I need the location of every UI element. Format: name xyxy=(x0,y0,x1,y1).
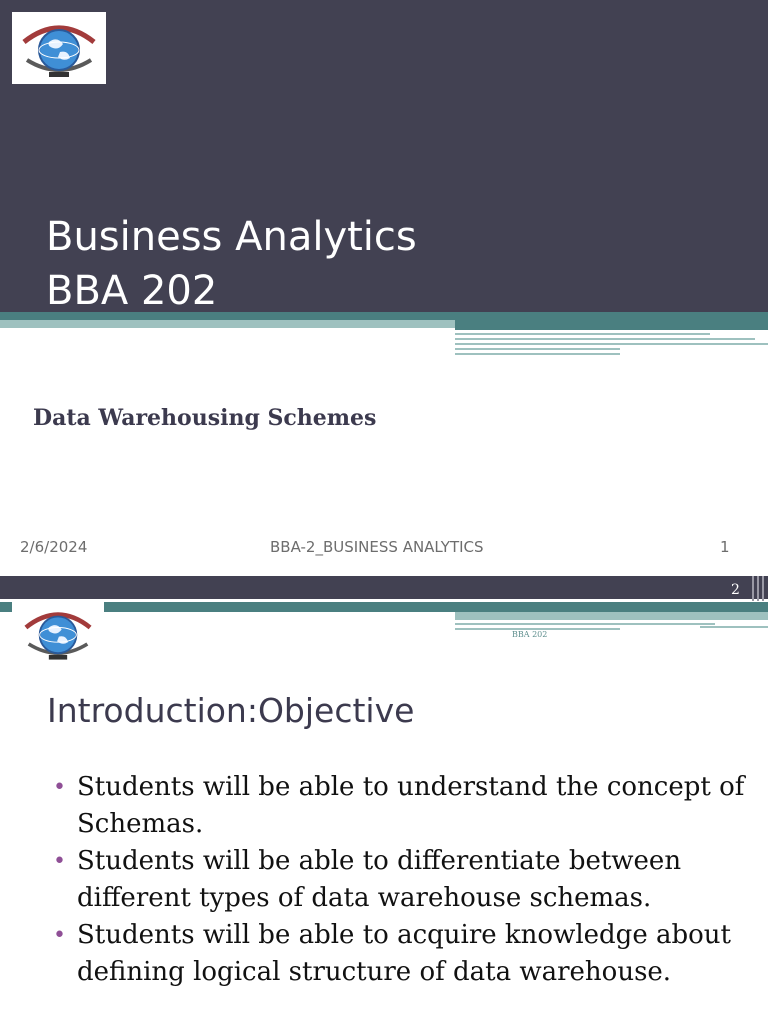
header-stripe xyxy=(762,576,764,601)
list-item: • Students will be able to understand the concept of Schemas. xyxy=(50,769,750,843)
divider-line xyxy=(455,623,715,625)
divider-line xyxy=(455,338,755,340)
divider-line xyxy=(455,333,710,335)
slide-page-number: 2 xyxy=(731,582,740,598)
header-course-label: BBA 202 xyxy=(512,630,548,639)
light-divider-band xyxy=(0,320,455,328)
title-line-2: BBA 202 xyxy=(46,268,218,314)
institution-logo xyxy=(12,600,104,666)
teal-divider-band xyxy=(0,602,768,612)
footer-page-number: 1 xyxy=(720,538,730,556)
divider-line xyxy=(455,343,768,345)
globe-icon xyxy=(12,12,106,84)
teal-divider-right xyxy=(455,320,768,330)
list-item: • Students will be able to acquire knowledge about defining logical structure of data warehouse. xyxy=(50,917,750,991)
light-divider-band xyxy=(455,612,768,620)
slide-subtitle: Data Warehousing Schemes xyxy=(33,405,377,431)
slide-title: Introduction:Objective xyxy=(47,691,415,730)
header-stripe xyxy=(757,576,759,601)
footer-course: BBA-2_BUSINESS ANALYTICS xyxy=(270,538,484,556)
divider-line xyxy=(700,626,768,628)
objective-list xyxy=(50,769,750,991)
divider-line xyxy=(455,348,620,350)
footer-date: 2/6/2024 xyxy=(20,538,88,556)
institution-logo xyxy=(12,12,106,84)
list-item: • Students will be able to differentiate between different types of data warehouse schemas. xyxy=(50,843,750,917)
slide-2 xyxy=(0,576,768,1024)
header-stripe xyxy=(752,576,754,601)
slide-header-band xyxy=(0,576,768,599)
globe-icon xyxy=(12,600,104,666)
divider-line xyxy=(455,353,620,355)
slide-title xyxy=(46,210,417,318)
title-line-1: Business Analytics xyxy=(46,214,417,260)
